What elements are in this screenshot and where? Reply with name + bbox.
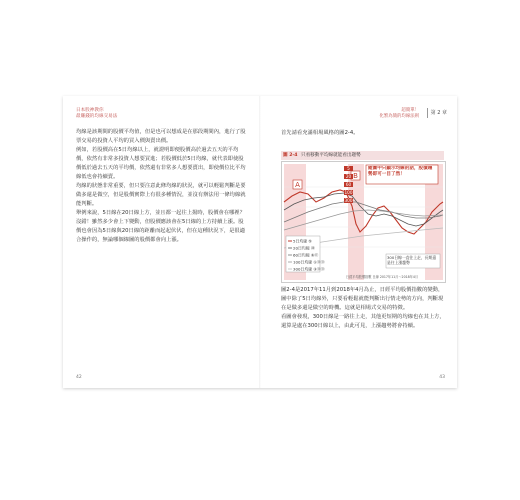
running-title [76, 108, 117, 119]
chapter-label [379, 108, 419, 119]
page-number-left: 42 [76, 375, 82, 380]
intro-text: 首先請看充滿相場風格的圖2-4。 [281, 130, 359, 136]
legend-item-5: 5日均線 ⑤ [293, 238, 312, 244]
chapter-label-line-2: 化繁為簡的均線法則 [379, 113, 419, 119]
marker-b: B [353, 172, 358, 180]
note-text: 300日線一直往上走，長期還是往上漲趨勢 [387, 255, 437, 265]
chapter-label-line-1: 超簡單！ [401, 108, 419, 113]
paragraph: 均線是該期間的股價平均值，但是也可以想成是在那段期間內，進行了股票交易的投資人平均的買入價與賣出價。 [76, 129, 246, 144]
running-title-line-1: 日本股神教你 [76, 108, 104, 113]
paragraph: 均線的狀態非常重要，但只要注意此條均線的狀況，就可以輕鬆判斷是要做多還是做空，但是股價實際上有很多種情況，並沒有辦法用一條均線就能判斷。 [76, 183, 246, 207]
line-label-100: 100 [344, 190, 353, 195]
book-spread [63, 96, 457, 388]
legend-item-300: 300日均線 ③⓪⓪ [293, 266, 325, 272]
callout-box [366, 165, 438, 184]
legend-item-20: 20日均線 ⑳ [293, 245, 315, 251]
legend-item-100: 100日均線 ①⓪⓪ [293, 259, 325, 265]
marker-a: A [295, 181, 300, 189]
legend [286, 236, 325, 272]
line-label-300: 300 [344, 198, 353, 203]
line-label-20: 20 [345, 174, 352, 179]
right-body [281, 286, 446, 331]
paragraph: 圖2-4是2017年11月到2018年4月為止，日經平均股價指數的變動，圖中除了5日均線外，只要看輕鬆就能判斷出行情走勢的方向，判斷現在是做多還是做空的時機。這就是相場式交易的特徵。 [281, 287, 444, 311]
paragraph: 沒錯！雖然多少會上下變動，但股價應該會在5日線的上方持續上漲。股價也會因為5日線與20日線的距離而起起伏伏，但在這種狀況下，是很適合操作的，無論哪個線圖的股價都會向上漲。 [76, 219, 246, 243]
paragraph: 看圖會發現，300日線是一路往上走，其他更短期的均線也在其上方，還算是處在300日線以上，由此可見，上漲趨勢將會持續。 [281, 314, 445, 329]
chapter-number: 第 2 章 [427, 108, 447, 118]
line-label-60: 60 [345, 182, 352, 187]
running-title-line-2: 最賺錢的均線交易法 [76, 113, 118, 119]
figure-label: 圖 2-4 [283, 153, 298, 158]
paragraph: 舉例來說，5日線在20日線上方，並且都一起往上揚時，股價會在哪裡？ [76, 210, 246, 216]
left-body [76, 128, 246, 245]
left-page [63, 96, 259, 388]
figure-source: 日經平均股價指數 日線 2017年11月～2018年4月 [345, 275, 419, 279]
callout-text: 縱圖中只顯示均線的話，股價趨勢即可一目了然！ [368, 166, 433, 177]
legend-item-60: 60日均線 ⑥⓪ [293, 252, 319, 258]
paragraph: 例如，若股價高在5日均線以上，就證明即便股價高於過去五天的平均價，依然有非常多投資人想要買進；若股價低於5日均線，就代表即使股價低於過去五天的平均價，依然還有非常多人想要賣出，即使價位比平均線低也會持續賣。 [76, 147, 246, 180]
figure-title-text: 只看移動平均線就能看出趨勢 [300, 153, 361, 158]
page-number-right: 43 [439, 375, 445, 380]
note-box [386, 254, 440, 268]
moving-average-figure [281, 161, 446, 283]
figure-title [281, 151, 444, 160]
right-page [261, 96, 457, 388]
line-label-5: 5 [347, 166, 350, 171]
